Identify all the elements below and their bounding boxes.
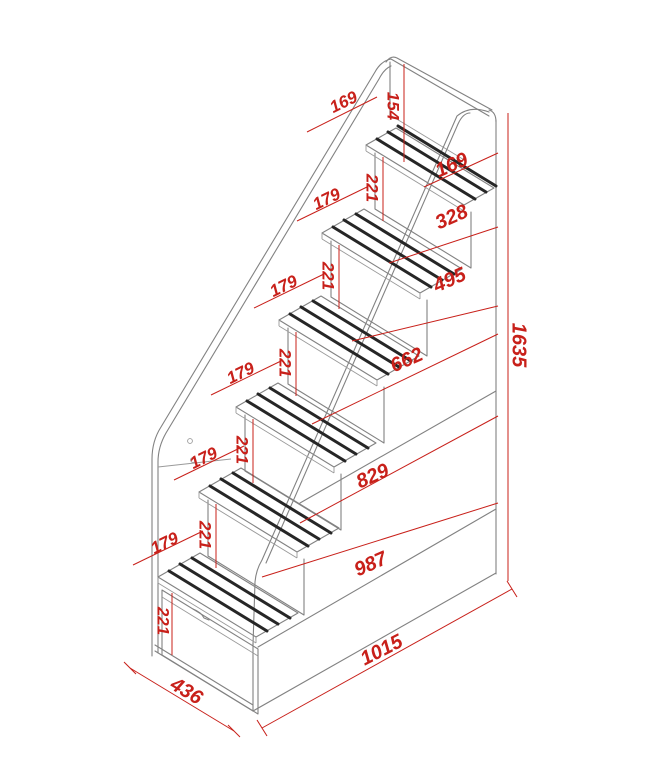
dim-label-riser-height: 221 [362,173,382,203]
dim-label-run: 987 [350,547,391,582]
dim-label-run: 169 [431,148,472,183]
dim-label-riser-height: 221 [275,348,295,378]
dim-label-unit-depth: 436 [166,673,207,710]
dim-label-drawer-height: 221 [153,606,173,636]
dim-label-total-height: 1635 [507,322,530,368]
dim-label-tread-depth: 179 [223,358,258,388]
dim-label-rail-height: 154 [383,91,403,121]
dim-label-tread-depth: 179 [266,271,301,301]
drawer-top-edge-line [258,509,496,647]
dim-label-run: 495 [429,263,470,298]
dim-label-riser-height: 221 [318,261,338,291]
dim-label-tread-depth: 179 [147,528,182,558]
dim-label-riser-height: 221 [195,520,215,550]
dim-label-run: 662 [386,343,427,378]
dim-label-run: 328 [431,200,472,235]
dim-label-tread-depth: 179 [186,443,221,473]
dim-label-run: 829 [352,459,393,494]
dim-label-tread-depth: 179 [309,184,344,214]
screw-hole [188,439,193,444]
dim-label-total-run: 1015 [356,630,407,671]
dim-label-top-tread-depth: 169 [326,87,361,117]
dim-label-riser-height: 221 [232,435,252,465]
